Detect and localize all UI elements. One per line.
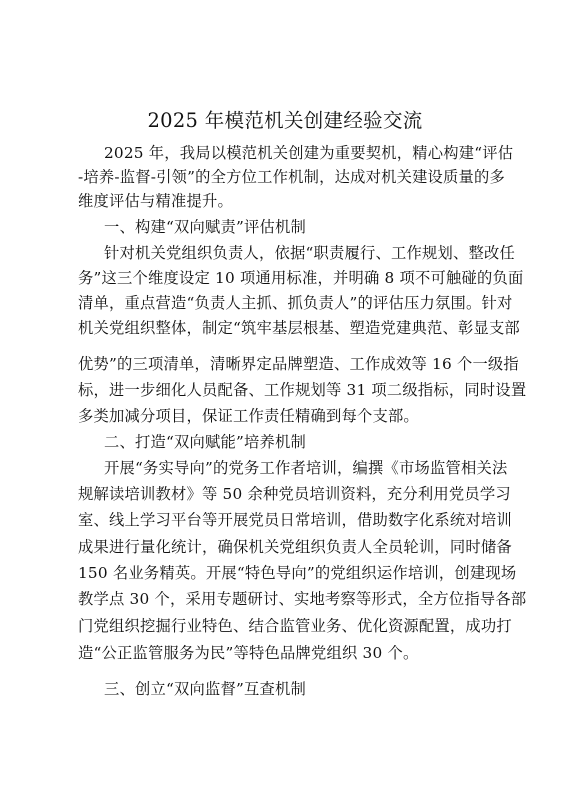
section-1-heading: 一、构建“双向赋责”评估机制 bbox=[104, 218, 307, 236]
document-title: 2025 年模范机关创建经验交流 bbox=[147, 109, 423, 132]
section-2-heading: 二、打造“双向赋能”培养机制 bbox=[104, 433, 307, 451]
section-2-line-1: 开展“务实导向”的党务工作者培训，编撰《市场监管相关法 bbox=[104, 459, 508, 477]
section-2-line-5: 150 名业务精英。开展“特色导向”的党组织运作培训，创建现场 bbox=[78, 564, 517, 582]
section-1-line-6: 标，进一步细化人员配备、工作规划等 31 项二级指标，同时设置 bbox=[78, 381, 527, 399]
section-1-line-2: 务”这三个维度设定 10 项通用标准，并明确 8 项不可触碰的负面 bbox=[78, 269, 524, 287]
section-1-line-3: 清单，重点营造“负责人主抓、抓负责人”的评估压力氛围。针对 bbox=[78, 294, 513, 312]
section-3-heading: 三、创立“双向监督”互查机制 bbox=[104, 680, 307, 698]
section-2-line-7: 门党组织挖掘行业特色、结合监管业务、优化资源配置，成功打 bbox=[78, 617, 512, 635]
section-1-line-7: 多类加减分项目，保证工作责任精确到每个支部。 bbox=[78, 407, 419, 425]
intro-line-2: -培养-监督-引领”的全方位工作机制，达成对机关建设质量的多 bbox=[78, 168, 506, 186]
intro-line-3: 维度评估与精准提升。 bbox=[78, 192, 233, 210]
section-2-line-4: 成果进行量化统计，确保机关党组织负责人全员轮训，同时储备 bbox=[78, 538, 512, 556]
intro-line-1: 2025 年，我局以模范机关创建为重要契机，精心构建“评估 bbox=[104, 144, 514, 162]
section-1-line-1: 针对机关党组织负责人，依据“职责履行、工作规划、整改任 bbox=[104, 244, 515, 262]
section-1-line-5: 优势”的三项清单，清晰界定品牌塑造、工作成效等 16 个一级指 bbox=[78, 355, 519, 373]
section-2-line-2: 规解读培训教材》等 50 余种党员培训资料，充分利用党员学习 bbox=[78, 485, 511, 503]
section-1-line-4: 机关党组织整体，制定“筑牢基层根基、塑造党建典范、彰显支部 bbox=[78, 319, 520, 337]
section-2-line-6: 教学点 30 个，采用专题研讨、实地考察等形式，全方位指导各部 bbox=[78, 590, 527, 608]
section-2-line-3: 室、线上学习平台等开展党员日常培训，借助数字化系统对培训 bbox=[78, 511, 512, 529]
section-2-line-8: 造“公正监管服务为民”等特色品牌党组织 30 个。 bbox=[78, 644, 419, 662]
